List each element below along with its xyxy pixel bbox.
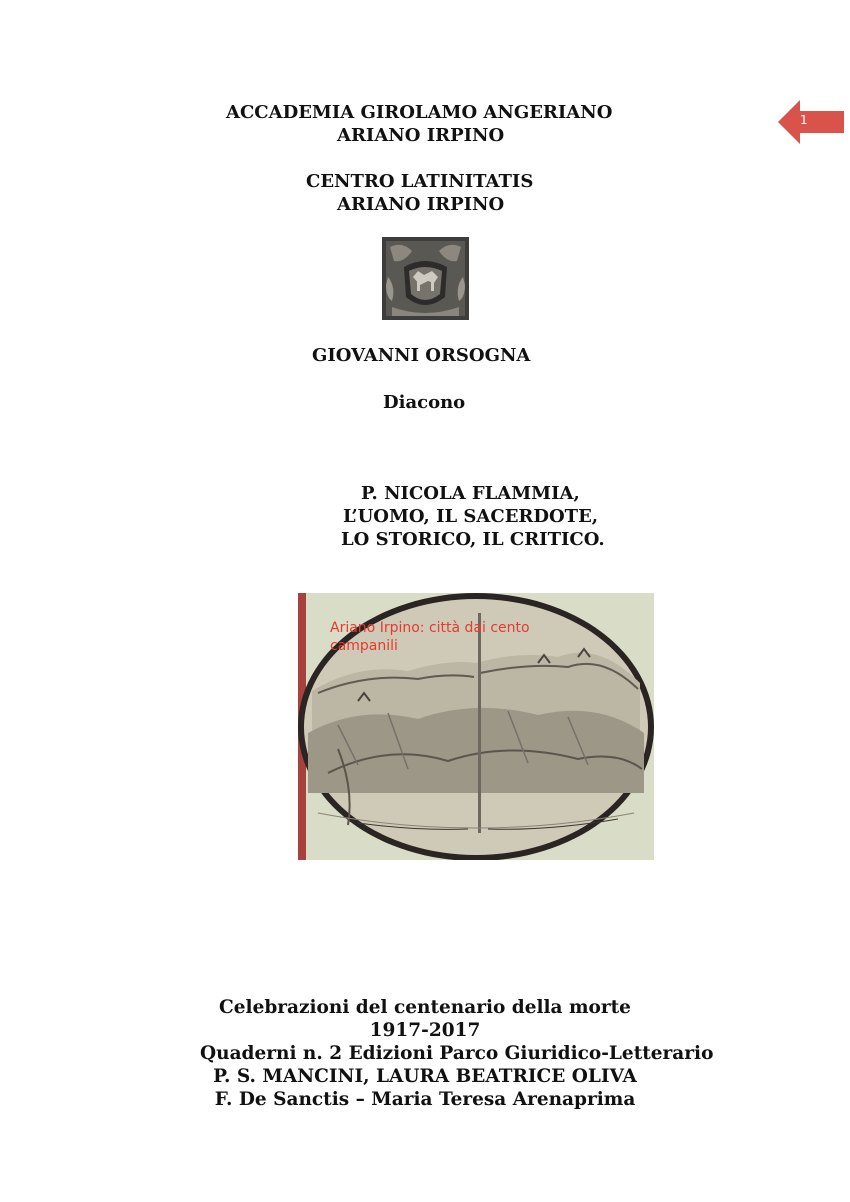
photo-caption	[330, 619, 530, 655]
footer-park-names: P. S. MANCINI, LAURA BEATRICE OLIVA	[213, 1066, 637, 1087]
footer-series: Quaderni n. 2 Edizioni Parco Giuridico-Letterario	[200, 1043, 714, 1064]
header-academy-city: ARIANO IRPINO	[337, 125, 505, 146]
title-line-2: L’UOMO, IL SACERDOTE,	[343, 506, 599, 527]
author-role: Diacono	[383, 392, 466, 413]
cover-photo	[298, 593, 654, 860]
title-line-3: LO STORICO, IL CRITICO.	[341, 529, 605, 550]
footer-years: 1917-2017	[369, 1020, 481, 1041]
page-number-badge	[778, 100, 844, 144]
photo-caption-line-2: campanili	[330, 638, 398, 654]
title-line-1: P. NICOLA FLAMMIA,	[361, 483, 580, 504]
photo-caption-line-1: Ariano Irpino: città dai cento	[330, 620, 530, 636]
footer-celebration: Celebrazioni del centenario della morte	[219, 997, 631, 1018]
page-number: 1	[800, 113, 808, 127]
left-arrow-icon	[778, 100, 844, 144]
author-name: GIOVANNI ORSOGNA	[312, 345, 531, 366]
header-centre-city: ARIANO IRPINO	[337, 194, 505, 215]
footer	[200, 996, 714, 1111]
header-academy-name: ACCADEMIA GIROLAMO ANGERIANO	[226, 102, 613, 123]
crest-image	[382, 237, 469, 320]
footer-names: F. De Sanctis – Maria Teresa Arenaprima	[214, 1089, 636, 1110]
header-centre-name: CENTRO LATINITATIS	[306, 171, 534, 192]
